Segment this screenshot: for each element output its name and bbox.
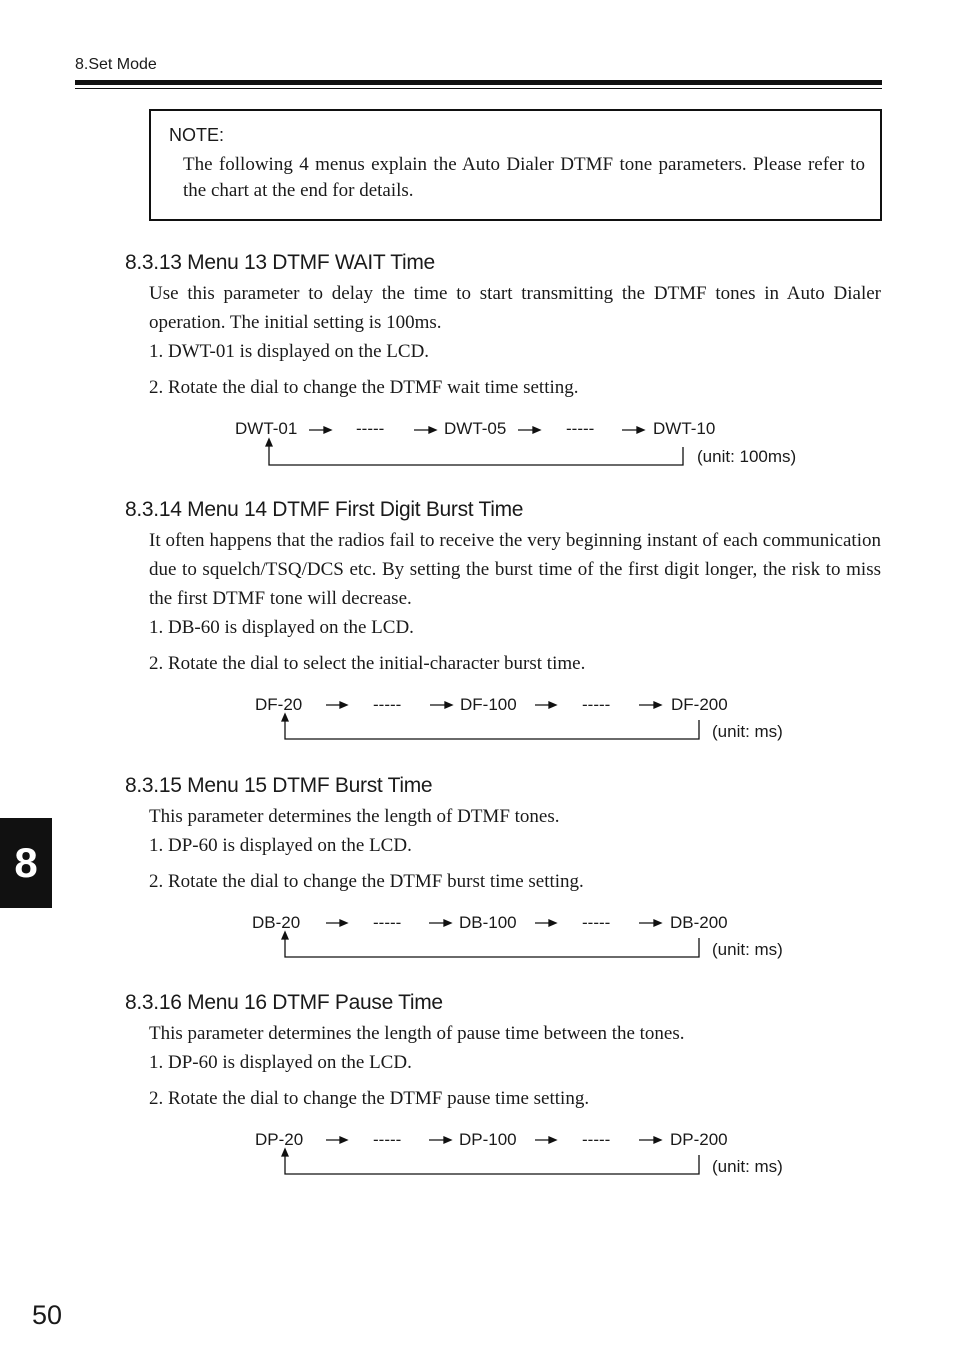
flow-value-start: DWT-01 (235, 419, 298, 438)
flow-diagram (0, 913, 954, 969)
flow-separator: ----- (373, 1130, 402, 1149)
flow-value-end: DB-200 (670, 913, 728, 932)
header-rule-thin (75, 88, 882, 89)
flow-separator: ----- (373, 913, 402, 932)
flow-separator: ----- (582, 1130, 611, 1149)
section-paragraph: It often happens that the radios fail to receive the very beginning instant of each communication due to squelch/TSQ/DCS etc. By setting the burst time of the first digit longer, the risk to miss the first DTMF tone will decrease. (149, 530, 881, 609)
step-2: 2. Rotate the dial to change the DTMF burst time setting. (149, 871, 584, 892)
page-number: 50 (32, 1300, 63, 1330)
step-2: 2. Rotate the dial to change the DTMF wait time setting. (149, 377, 579, 398)
flow-value-end: DF-200 (671, 695, 728, 714)
section-paragraph: Use this parameter to delay the time to start transmitting the DTMF tones in Auto Dialer operation. The initial setting is 100ms. (149, 283, 881, 333)
flow-value-mid: DWT-05 (444, 419, 507, 438)
flow-arrows (0, 1130, 954, 1186)
section-title: 8.3.16 Menu 16 DTMF Pause Time (125, 991, 443, 1014)
flow-unit: (unit: 100ms) (697, 447, 797, 466)
flow-value-mid: DP-100 (459, 1130, 517, 1149)
step-2: 2. Rotate the dial to change the DTMF pause time setting. (149, 1088, 590, 1109)
flow-arrows (0, 419, 954, 475)
step-1: 1. DP-60 is displayed on the LCD. (149, 835, 412, 856)
flow-unit: (unit: ms) (712, 1157, 783, 1176)
step-1: 1. DB-60 is displayed on the LCD. (149, 617, 414, 638)
flow-arrows (0, 913, 954, 969)
running-header: 8.Set Mode (75, 56, 157, 73)
flow-separator: ----- (566, 419, 595, 438)
header-rule-thick (75, 80, 882, 85)
section-title: 8.3.13 Menu 13 DTMF WAIT Time (125, 251, 435, 274)
step-1: 1. DP-60 is displayed on the LCD. (149, 1052, 412, 1073)
section-title: 8.3.14 Menu 14 DTMF First Digit Burst Time (125, 498, 524, 521)
note-text: The following 4 menus explain the Auto Dialer DTMF tone parameters. Please refer to the chart at the end for details. (183, 154, 865, 201)
section-paragraph: This parameter determines the length of DTMF tones. (149, 806, 560, 827)
flow-separator: ----- (582, 913, 611, 932)
note-title: NOTE: (169, 125, 225, 145)
flow-unit: (unit: ms) (712, 722, 783, 741)
flow-value-end: DWT-10 (653, 419, 716, 438)
flow-value-mid: DF-100 (460, 695, 517, 714)
flow-diagram (0, 1130, 954, 1186)
section-paragraph: This parameter determines the length of pause time between the tones. (149, 1023, 685, 1044)
step-1: 1. DWT-01 is displayed on the LCD. (149, 341, 430, 362)
flow-value-end: DP-200 (670, 1130, 728, 1149)
section-title: 8.3.15 Menu 15 DTMF Burst Time (125, 774, 433, 797)
flow-value-start: DP-20 (255, 1130, 304, 1149)
flow-value-mid: DB-100 (459, 913, 517, 932)
flow-arrows (0, 695, 954, 751)
flow-separator: ----- (582, 695, 611, 714)
step-2: 2. Rotate the dial to select the initial-character burst time. (149, 653, 586, 674)
flow-diagram (0, 419, 954, 475)
flow-unit: (unit: ms) (712, 940, 783, 959)
flow-separator: ----- (373, 695, 402, 714)
flow-diagram (0, 695, 954, 751)
flow-value-start: DF-20 (255, 695, 303, 714)
chapter-tab: 8 (0, 818, 52, 908)
flow-value-start: DB-20 (252, 913, 301, 932)
note-box (149, 109, 882, 221)
flow-separator: ----- (356, 419, 385, 438)
